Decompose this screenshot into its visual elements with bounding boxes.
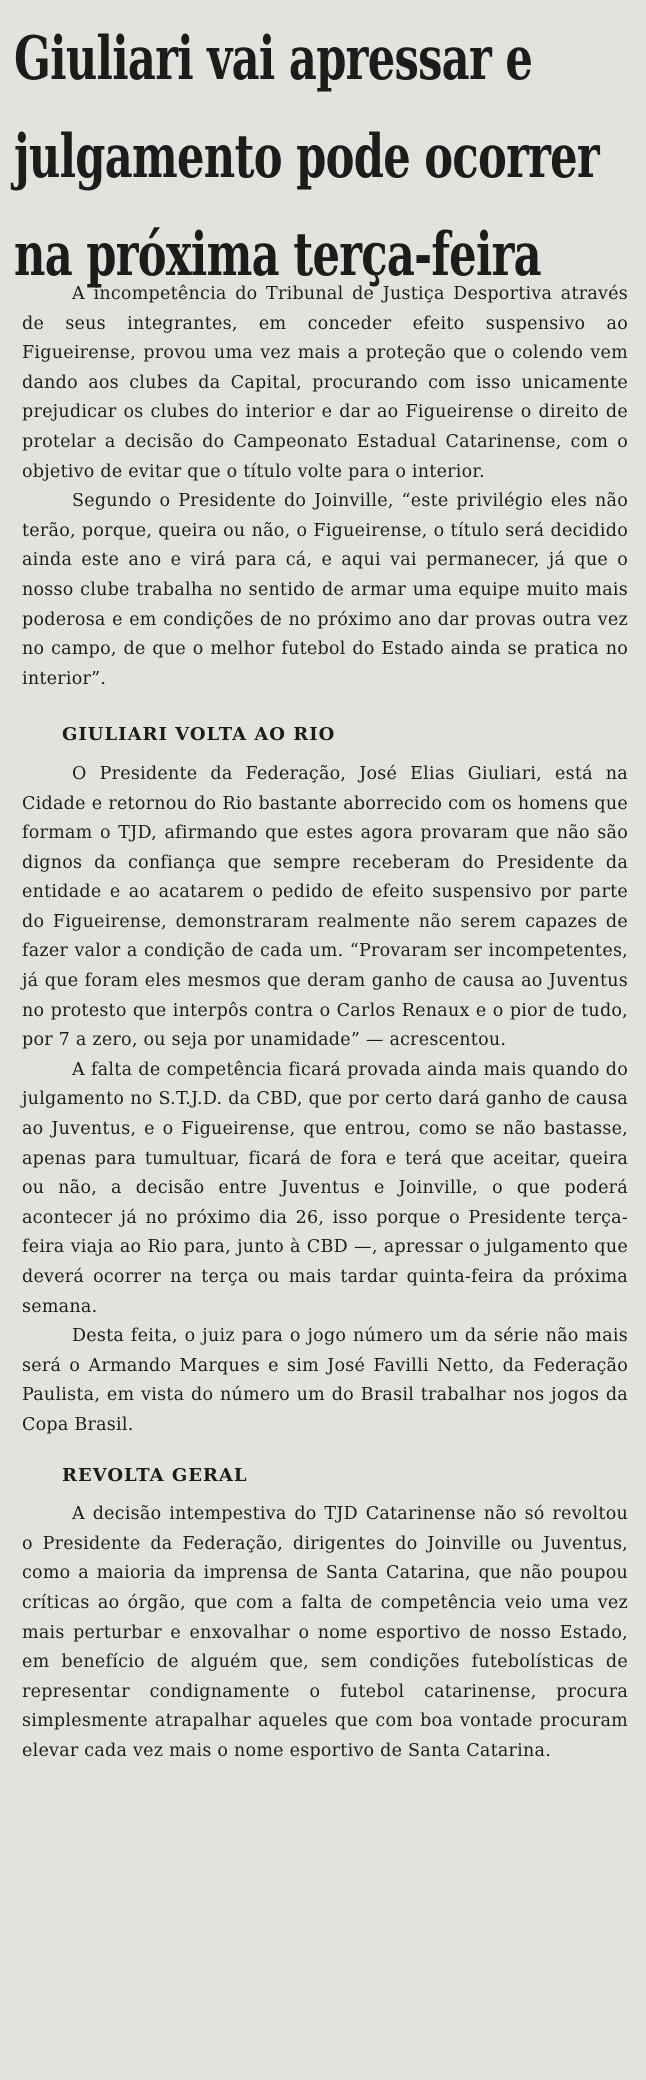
headline bbox=[14, 10, 635, 304]
paragraph-2: Segundo o Presidente do Joinville, “este privilégio eles não terão, porque, queira ou não, o Figueirense, o título será decidido ainda este ano e virá para cá, e aqui vai permanecer, já que o nosso clube trabalha no sentido de armar uma equipe muito mais poderosa e em condições de no próximo ano dar provas outra vez no campo, de que o melhor futebol do Estado ainda se pratica no interior”. bbox=[22, 491, 628, 689]
subheading-revolta-geral: REVOLTA GERAL bbox=[62, 1464, 248, 1486]
paragraph-4: A falta de competência ficará provada ainda mais quando do julgamento no S.T.J.D. da CBD, que por certo dará ganho de causa ao Juventus, e o Figueirense, que entrou, como se não bastasse, apenas para tumultuar, ficará de fora e terá que aceitar, queira ou não, a decisão entre Juventus e Joinville, o que poderá acontecer já no próximo dia 26, isso porque o Presidente terça-feira viaja ao Rio para, junto à CBD —, apressar o julgamento que deverá ocorrer na terça ou mais tardar quinta-feira da próxima semana. bbox=[22, 1059, 628, 1317]
article-body bbox=[22, 280, 628, 1767]
subheading-giuliari-volta-ao-rio: GIULIARI VOLTA AO RIO bbox=[62, 724, 336, 746]
headline-line-1: Giuliari vai apressar e bbox=[14, 24, 533, 94]
headline-line-2: julgamento pode ocorrer bbox=[14, 122, 599, 192]
paragraph-3: O Presidente da Federação, José Elias Giuliari, está na Cidade e retornou do Rio bastante aborrecido com os homens que formam o TJD, afirmando que estes agora provaram que não são dignos da confiança que sempre receberam do Presidente da entidade e ao acatarem o pedido de efeito suspensivo por parte do Figueirense, demonstraram realmente não serem capazes de fazer valor a condição de cada um. “Provaram ser incompetentes, já que foram eles mesmos que deram ganho de causa ao Juventus no protesto que interpôs contra o Carlos Renaux e o pior de tudo, por 7 a zero, ou seja por unamidade” — acrescentou. bbox=[22, 763, 628, 1051]
paragraph-6: A decisão intempestiva do TJD Catarinense não só revoltou o Presidente da Federação, dirigentes do Joinville ou Juventus, como a maioria da imprensa de Santa Catarina, que não poupou críticas ao órgão, que com a falta de competência veio uma vez mais perturbar e enxovalhar o nome esportivo de nosso Estado, em benefício de alguém que, sem condições futebolísticas de representar condignamente o futebol catarinense, procura simplesmente atrapalhar aqueles que com boa vontade procuram elevar cada vez mais o nome esportivo de Santa Catarina. bbox=[22, 1504, 628, 1761]
paragraph-1: A incompetência do Tribunal de Justiça Desportiva através de seus integrantes, em conceder efeito suspensivo ao Figueirense, provou uma vez mais a proteção que o colendo vem dando aos clubes da Capital, procurando com isso unicamente prejudicar os clubes do interior e dar ao Figueirense o direito de protelar a decisão do Campeonato Estadual Catarinense, com o objetivo de evitar que o título volte para o interior. bbox=[22, 284, 628, 482]
paragraph-5: Desta feita, o juiz para o jogo número um da série não mais será o Armando Marques e sim José Favilli Netto, da Federação Paulista, em vista do número um do Brasil trabalhar nos jogos da Copa Brasil. bbox=[22, 1326, 628, 1435]
headline-line-3: na próxima terça-feira bbox=[14, 220, 541, 290]
